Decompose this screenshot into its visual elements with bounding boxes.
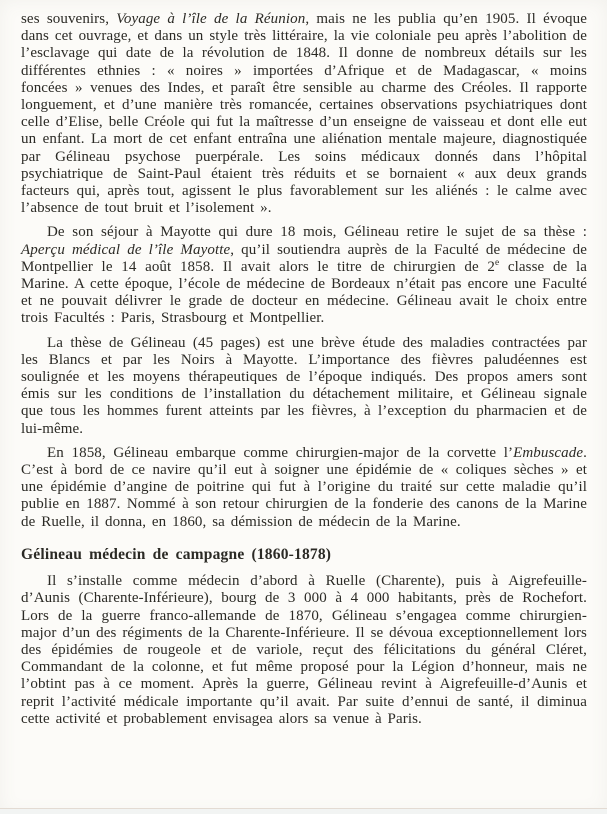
section-heading-medecin-de-campagne: Gélineau médecin de campagne (1860-1878)	[21, 545, 332, 563]
ordinal-superscript: e	[495, 257, 500, 268]
text-run: , mais ne les publia qu’en 1905. Il évoque dans cet ouvrage, et dans un style très littéraire, la vie coloniale peu après l’abolition de l’esclavage qui date de la révolution de 1848. Il donne de nombreux détails sur les différentes ethnies : « noires » importées d’Afrique et de Madagascar, « moins foncées » venues des Indes, et paraît être sensible au charme des Créoles. Il rapporte longuement, et d’une manière très romancée, certaines observations psychiatriques dont celle d’Elise, belle Créole qui fut la maîtresse d’un enseigne de vaisseau et dont elle eut un enfant. La mort de cet enfant entraîna une aliénation mentale majeure, diagnostiquée par Gélineau psychose puerpérale. Les soins médicaux donnés dans l’hôpital psychiatrique de Saint-Paul étaient très réduits et se bornaient « aux deux grands facteurs qui, après tout, agissent le plus favorablement sur les aliénés : le calme avec l’absence de tout bruit et l’isolement ».	[21, 11, 588, 217]
scan-edge	[0, 808, 607, 814]
text-run: . C’est à bord de ce navire qu’il eut à soigner une épidémie de « coliques sèches » et une épidémie d’angine de poitrine qui fut à l’origine du traité sur cette maladie qu’il publie en 1887. Nommé à son retour chirurgien de la fonderie des canons de la Marine de Ruelle, il donna, en 1860, sa démission de médecin de la Marine.	[21, 444, 587, 530]
paragraph-country-doctor	[21, 573, 587, 728]
book-title-voyage-reunion: Voyage à l’île de la Réunion	[116, 11, 306, 27]
text-run: De son séjour à Mayotte qui dure 18 mois, Gélineau retire le sujet de sa thèse :	[47, 224, 587, 241]
paragraph-reunion-memoirs	[21, 11, 587, 217]
text-run: La thèse de Gélineau (45 pages) est une brève étude des maladies contractées par les Blancs et par les Noirs à Mayotte. L’importance des fièvres paludéennes est soulignée et les moyens thérapeutiques de l’époque indiqués. Des propos amers sont émis sur les conditions de l’installation du détachement militaire, et Gélineau signale que tous les hommes furent atteints par les fièvres, à l’exception du pharmacien et de lui-même.	[21, 334, 587, 437]
thesis-title-mayotte: Aperçu médical de l’île Mayotte	[21, 241, 231, 258]
paragraph-embuscade	[21, 445, 587, 531]
text-run: , qu’il soutiendra auprès de la Faculté de médecine de Montpellier le 14 août 1858. Il avait alors le titre de chirurgien de 2	[21, 241, 588, 275]
paragraph-thesis-content	[21, 335, 587, 438]
text-run: Il s’installe comme médecin d’abord à Ruelle (Charente), puis à Aigrefeuille-d’Aunis (Charente-Inférieure), bourg de 3 000 à 4 000 habitants, près de Rochefort. Lors de la guerre franco-allemande de 1870, Gélineau s’engagea comme chirurgien-major d’un des régiments de la Charente-Inférieure. Il se dévoua exceptionnellement lors des épidémies de rougeole et de variole, reçut des félicitations du général Cléret, Commandant de la colonne, et fut même proposé pour la Légion d’honneur, mais ne l’obtint pas à ce moment. Après la guerre, Gélineau revint à Aigrefeuille-d’Aunis et reprit l’activité médicale importante qu’il avait. Par suite d’ennui de santé, il diminua cette activité et probablement envisagea alors sa venue à Paris.	[21, 573, 587, 727]
text-run: classe de la Marine. A cette époque, l’école de médecine de Bordeaux n’était pas encore une Faculté et ne pouvait délivrer le grade de docteur en médecine. Gélineau avait le choix entre trois Facultés : Paris, Strasbourg et Montpellier.	[21, 258, 587, 327]
paragraph-mayotte-thesis	[21, 224, 587, 327]
text-run: ses souvenirs,	[21, 11, 117, 27]
ship-name-embuscade: Embuscade	[513, 444, 584, 461]
text-run: En 1858, Gélineau embarque comme chirurgien-major de la corvette l’	[47, 444, 514, 461]
